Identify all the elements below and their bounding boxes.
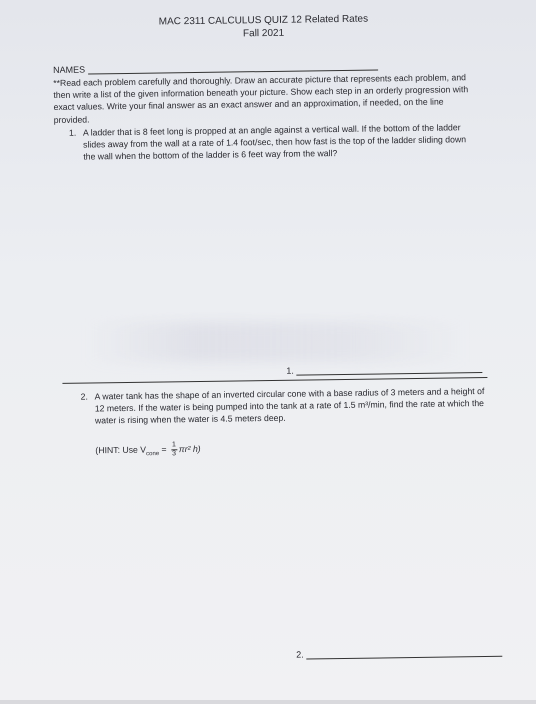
hint-formula-tail: πr² h) [178,443,201,455]
problem-2-text: A water tank has the shape of an inverted circular cone with a base radius of 3 meters and a height of 12 meters. If the water is being pumped into the tank at a rate of 1.5 m³/min, find the rate at which the water is rising when the water is 4.5 meters deep. [94,386,485,426]
answer-1-label: 1. [286,365,294,376]
problem-2-number: 2. [80,391,88,402]
answer-2-line[interactable] [306,656,502,660]
problem-1-text: A ladder that is 8 feet long is propped at an angle against a vertical wall. If the bottom of the ladder slides away from the wall at a rate of 1.4 foot/sec, then how fast is the top of the ladder sliding down the wall when the bottom of the ladder is 6 feet way from the wall? [82,122,467,162]
answer-1-line[interactable] [296,372,482,376]
answer-2-label: 2. [296,649,304,660]
quiz-title: MAC 2311 CALCULUS QUIZ 12 Related Rates [158,13,369,28]
hint-fraction [171,441,177,458]
hint-frac-denominator: 3 [172,450,177,458]
problem-2 [80,385,485,458]
hint-frac-numerator: 1 [171,441,177,450]
hint-subscript: cone [146,451,160,458]
quiz-term: Fall 2021 [242,27,285,40]
instructions-paragraph: **Read each problem carefully and thoroughly. Draw an accurate picture that represents each problem, and then write a list of the given information beneath your picture. Show each step in an orderly progression with exact values. Write your final answer as an exact answer and an approximation, if needed, on the line provided. [53,72,469,125]
problem-2-hint [95,441,201,461]
names-label: NAMES [52,64,86,76]
problem-1-number: 1. [68,127,77,138]
document-header [0,10,532,43]
section-divider [62,377,487,384]
hint-prefix: (HINT: Use V [95,444,147,456]
hint-equals: = [159,444,170,455]
